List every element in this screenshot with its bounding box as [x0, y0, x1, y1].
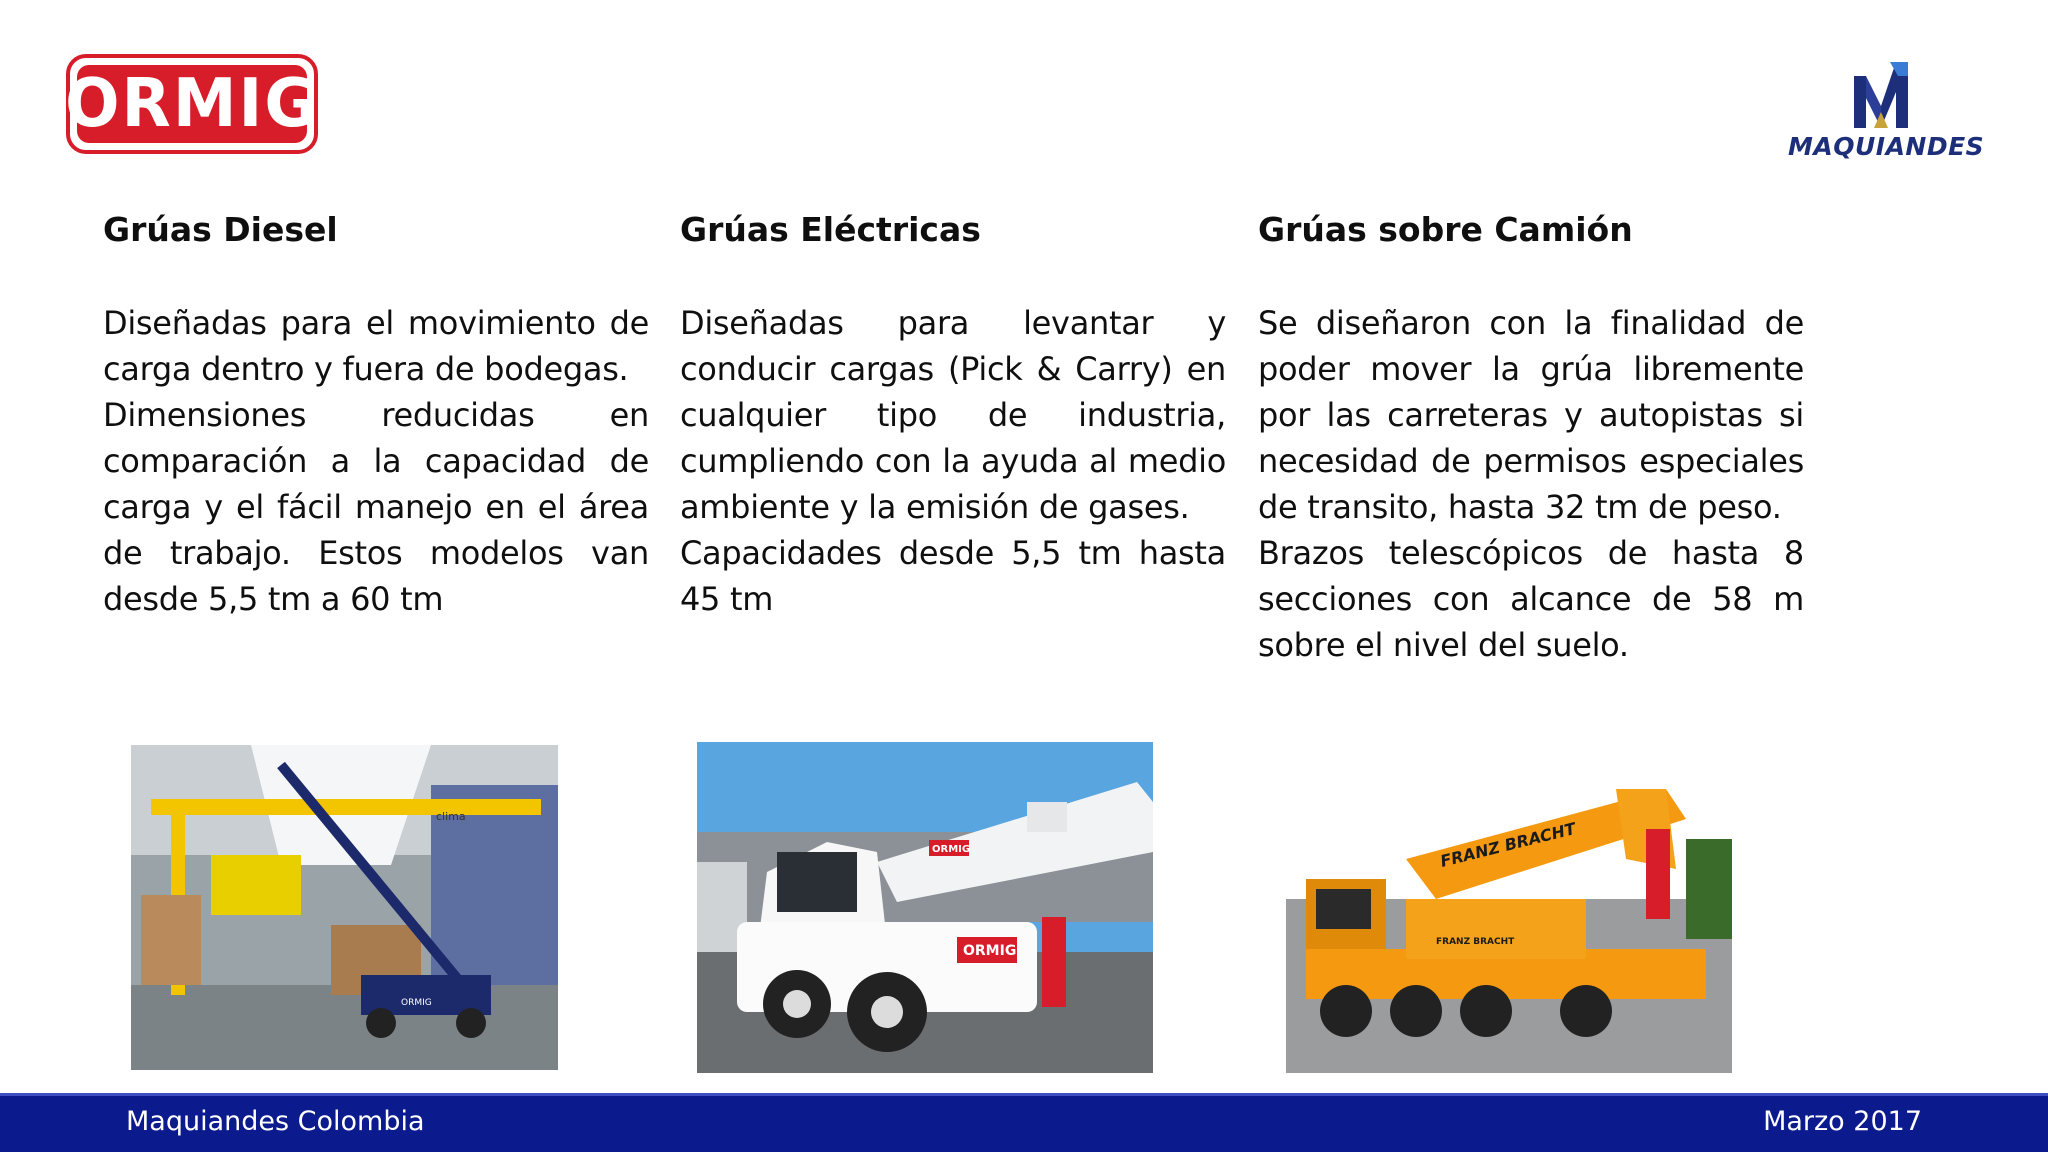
column-title: Grúas Diesel — [103, 210, 338, 249]
footer-bar — [0, 1093, 2048, 1152]
column-truck-cranes — [1258, 208, 1804, 668]
photo-label: ORMIG — [932, 844, 971, 855]
photo-label: FRANZ BRACHT — [1438, 818, 1578, 871]
ormig-logo-plate — [65, 65, 319, 143]
column-paragraph: Diseñadas para el movimiento de carga dentro y fuera de bodegas. — [103, 304, 649, 388]
footer-company: Maquiandes Colombia — [126, 1106, 425, 1137]
ormig-logo — [66, 54, 318, 154]
column-paragraph: Capacidades desde 5,5 tm hasta 45 tm — [680, 534, 1226, 618]
maquiandes-logo — [1788, 62, 1985, 162]
footer-date: Marzo 2017 — [1763, 1106, 1922, 1137]
maquiandes-wordmark: MAQUIANDES — [1788, 132, 1985, 161]
column-paragraph: Diseñadas para levantar y conducir cargas (Pick & Carry) en cualquier tipo de industria, cumpliendo con la ayuda al medio ambiente y la emisión de gases. — [680, 304, 1226, 526]
column-body — [103, 300, 649, 622]
column-body — [1258, 300, 1804, 668]
photo-label: FRANZ BRACHT — [1436, 937, 1515, 947]
column-diesel-cranes — [103, 208, 649, 622]
maquiandes-mark-icon — [1854, 62, 1908, 128]
column-title: Grúas sobre Camión — [1258, 210, 1633, 249]
photo-label: clima — [436, 810, 466, 823]
column-paragraph: Brazos telescópicos de hasta 8 secciones con alcance de 58 m sobre el nivel del suelo. — [1258, 534, 1804, 664]
column-electric-cranes — [680, 208, 1226, 622]
column-paragraph: Se diseñaron con la finalidad de poder mover la grúa libremente por las carreteras y autopistas si necesidad de permisos especiales de transito, hasta 32 tm de peso. — [1258, 304, 1804, 526]
photo-label: ORMIG — [963, 943, 1017, 959]
column-title: Grúas Eléctricas — [680, 210, 981, 249]
column-paragraph: Dimensiones reducidas en comparación a la capacidad de carga y el fácil manejo en el área de trabajo. Estos modelos van desde 5,5 tm a 60 tm — [103, 396, 649, 618]
photo-label: ORMIG — [401, 998, 432, 1008]
diesel-crane-photo — [131, 745, 558, 1070]
truck-crane-photo — [1286, 749, 1732, 1073]
column-body — [680, 300, 1226, 622]
electric-crane-photo — [697, 742, 1153, 1073]
ormig-logo-text: ORMIG — [65, 65, 319, 143]
